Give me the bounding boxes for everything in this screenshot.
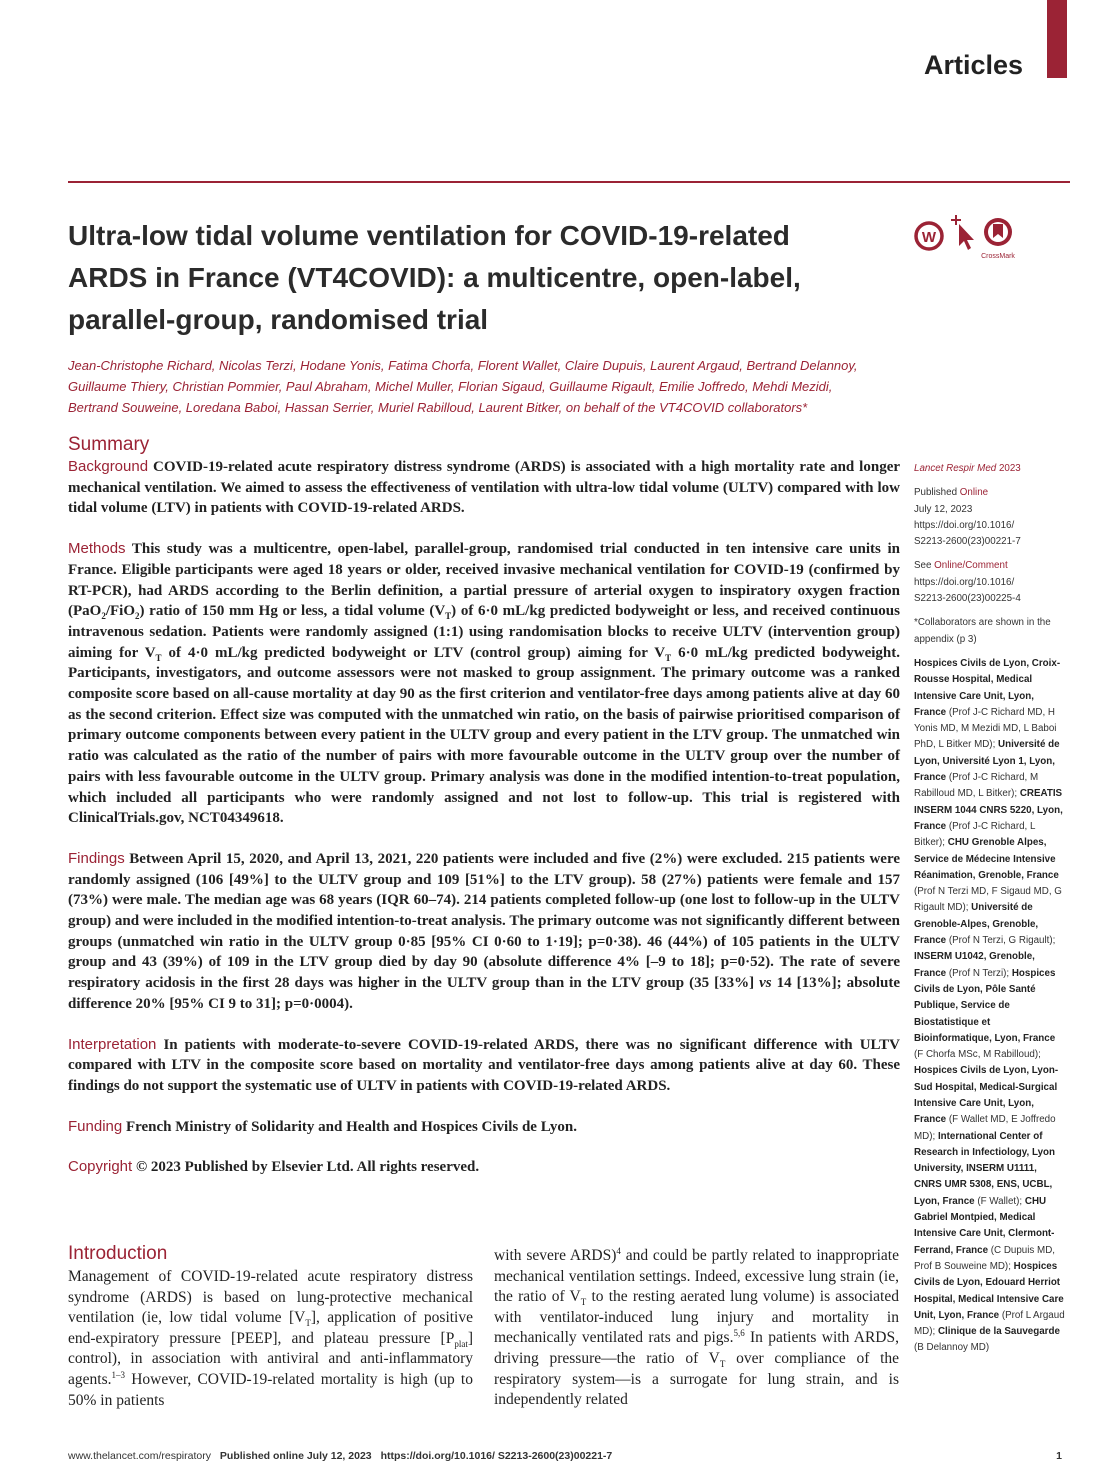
author-line: Jean-Christophe Richard, Nicolas Terzi, Hodane Yonis, Fatima Chorfa, Florent Wallet, Claire Dupuis, Laurent Argaud, Bertrand Delannoy,: [68, 358, 858, 373]
page-number: 1: [1056, 1450, 1062, 1462]
page-footer: [68, 1450, 1068, 1462]
abstract: [68, 457, 900, 1198]
abstract-methods: Methods This study was a multicentre, open-label, parallel-group, randomised trial conducted in ten intensive care units in France. Eligible participants were aged 18 years or older, received invasive mechanical ventilation for COVID-19 (confirmed by RT-PCR), had ARDS according to the Berlin definition, a partial pressure of arterial oxygen to inspiratory oxygen fraction (PaO$_2$/FiO$_2$) ratio of 150 mm Hg or less, a tidal volume $(V_T)$ of 6·0 mL/kg predicted bodyweight or less, and received continuous intravenous sedation. Patients were randomly assigned (1:1) using randomisation blocks to receive ULTV (intervention group) aiming for $V_T$ of 4·0 mL/kg predicted bodyweight or LTV (control group) aiming for $V_T$ 6·0 mL/kg predicted bodyweight. Participants, investigators, and outcome assessors were not masked to group assignment. The primary outcome was a ranked composite score based on all-cause mortality at day 90 as the first criterion and ventilator-free days among patients alive at day 60 as the second criterion. Effect size was computed with the unmatched win ratio, on the basis of pairwise prioritised comparison of primary outcome components between every patient in the ULTV group and every patient in the LTV group. The unmatched win ratio was calculated as the ratio of the number of pairs with more favourable outcome in the ULTV group over the number of pairs with less favourable outcome in the ULTV group. Primary analysis was done in the modified intention-to-treat population, which included all participants who were randomly assigned and not lost to follow-up. This trial is registered with ClinicalTrials.gov, NCT04349618.: [68, 540, 900, 827]
background-label: Background: [68, 458, 149, 475]
lancet-online-first-icon[interactable]: [916, 223, 942, 249]
funding-label: Funding: [68, 1117, 123, 1135]
section-label: Articles: [924, 50, 1024, 80]
footer-doi-link[interactable]: https://doi.org/10.1016/ S2213-2600(23)00221-7: [380, 1450, 613, 1462]
methods-label: Methods: [68, 540, 126, 558]
crossmark-icon[interactable]: [981, 218, 1015, 260]
copyright-label: Copyright: [68, 1158, 133, 1176]
abstract-interpretation: Interpretation In patients with moderate-to-severe COVID-19-related ARDS, there was no significant difference with ULTV compared with LTV in the composite score based on mortality and ventilator-free days among patients alive at day 60. These findings do not support the systematic use of ULTV in patients with COVID-19-related ARDS.: [68, 1035, 900, 1094]
header-rule: [68, 181, 1070, 183]
title-line: Ultra-low tidal volume ventilation for COVID-19-related: [68, 220, 790, 251]
abstract-background: Background COVID-19-related acute respiratory distress syndrome (ARDS) is associated with a high mortality rate and longer mechanical ventilation. We aimed to assess the effectiveness of ventilation with ultra-low tidal volume (ULTV) compared with low tidal volume (LTV) in patients with COVID-19-related ARDS.: [68, 458, 901, 517]
affiliations: Hospices Civils de Lyon, Croix-Rousse Hospital, Medical Intensive Care Unit, Lyon, France (Prof J-C Richard MD, H Yonis MD, M Mezidi MD, L Baboi PhD, L Bitker MD); Université de Lyon, Université Lyon 1, Lyon, France (Prof J-C Richard, M Rabilloud MD, L Bitker); CREATIS INSERM 1044 CNRS 5220, Lyon, France (Prof J-C Richard, L Bitker); CHU Grenoble Alpes, Service de Médecine Intensive Réanimation, Grenoble, France (Prof N Terzi MD, F Sigaud MD, G Rigault MD); Université de Grenoble-Alpes, Grenoble, France (Prof N Terzi, G Rigault); INSERM U1042, Grenoble, France (Prof N Terzi); Hospices Civils de Lyon, Pôle Santé Publique, Service de Biostatistique et Bioinformatique, Lyon, France (F Chorfa MSc, M Rabilloud); Hospices Civils de Lyon, Lyon-Sud Hospital, Medical-Surgical Intensive Care Unit, Lyon, France (F Wallet MD, E Joffredo MD); International Center of Research in Infectiology, Lyon University, INSERM U1111, CNRS UMR 5308, ENS, UCBL, Lyon, France (F Wallet); CHU Gabriel Montpied, Medical Intensive Care Unit, Clermont-Ferrand, France (C Dupuis MD, Prof B Souweine MD); Hospices Civils de Lyon, Edouard Herriot Hospital, Medical Intensive Care Unit, Lyon, France (Prof L Argaud MD); Clinique de la Sauvegarde (B Delannoy MD): [914, 657, 1065, 1354]
abstract-copyright: Copyright © 2023 Published by Elsevier Ltd. All rights reserved.: [68, 1158, 480, 1176]
abstract-funding: Funding French Ministry of Solidarity and Health and Hospices Civils de Lyon.: [68, 1117, 577, 1135]
header-accent-bar: [1047, 0, 1067, 78]
author-line: Bertrand Souweine, Loredana Baboi, Hassan Serrier, Muriel Rabilloud, Laurent Bitker, on behalf of the VT4COVID collaborators*: [68, 400, 808, 415]
findings-label: Findings: [68, 849, 125, 867]
article-doi-link[interactable]: https://doi.org/10.1016/ S2213-2600(23)00221-7: [914, 519, 1021, 548]
introduction-column-2: with severe ARDS)$^4$ and could be partly related to inappropriate mechanical ventilation settings. Indeed, excessive lung strain (ie, the ratio of $V_T$ to the resting aerated lung volume) is associated with ventilator-induced lung injury and mortality in mechanically ventilated rats and pigs.$^{5,6}$ In patients with ARDS, driving pressure—the ratio of $V_T$ over compliance of the respiratory system—is a surrogate for lung strain, and is independently related: [494, 1245, 900, 1409]
published-online: Published Online July 12, 2023 https://doi.org/10.1016/ S2213-2600(23)00221-7: [914, 487, 1021, 548]
author-list: [68, 355, 908, 418]
comment-link[interactable]: Online/Comment: [934, 560, 1008, 572]
abstract-findings: Findings Between April 15, 2020, and April 13, 2021, 220 patients were included and five (2%) were excluded. 215 patients were randomly assigned (106 [49%] to the ULTV group and 109 [51%] to the LTV group). 58 (27%) patients were female and 157 (73%) were male. The median age was 68 years (IQR 60–74). 214 patients completed follow-up (one lost to follow-up in the ULTV group) and were included in the modified intention-to-treat analysis. The primary outcome was not significantly different between groups (unmatched win ratio in the ULTV group 0·85 [95% CI 0·60 to 1·19]; p=0·38). 46 (44%) of 105 patients in the ULTV group and 43 (39%) of 109 in the LTV group died by day 90 (absolute difference 4% [–9 to 18]; p=0·52). The rate of severe respiratory acidosis in the first 28 days was higher in the ULTV group than in the LTV group (35 [33%] vs 14 [13%]; absolute difference 20% [95% CI 9 to 31]; p=0·0004).: [68, 849, 901, 1012]
cursor-click-icon: [951, 215, 974, 250]
title-line: ARDS in France (VT4COVID): a multicentre, open-label,: [68, 262, 801, 293]
author-line: Guillaume Thiery, Christian Pommier, Paul Abraham, Michel Muller, Florian Sigaud, Guillaume Rigault, Emilie Joffredo, Mehdi Mezidi,: [68, 379, 833, 394]
crossmark-label: CrossMark: [981, 253, 1015, 260]
see-comment: See Online/Comment https://doi.org/10.1016/ S2213-2600(23)00225-4: [914, 560, 1021, 605]
introduction-column-1: Management of COVID-19-related acute respiratory distress syndrome (ARDS) is based on lung-protective mechanical ventilation (ie, low tidal volume $[V_T]$, application of positive end-expiratory pressure [PEEP], and plateau pressure $[P_{plat}]$ control), in association with antiviral and anti-inflammatory agents.$^{1-3}$ However, COVID-19-related mortality is high (up to 50% in patients: [68, 1268, 473, 1409]
journal-citation: Lancet Respir Med 2023: [914, 463, 1021, 474]
footer-published: Published online July 12, 2023: [219, 1450, 372, 1462]
collaborators-note: *Collaborators are shown in the appendix (p 3): [914, 617, 1051, 645]
summary-heading: Summary: [68, 434, 150, 455]
article-badges: [912, 212, 1022, 262]
article-title: [68, 215, 888, 341]
introduction-heading: Introduction: [68, 1243, 168, 1264]
interpretation-label: Interpretation: [68, 1035, 157, 1053]
title-line: parallel-group, randomised trial: [68, 304, 489, 335]
sidebar: [914, 461, 1066, 1357]
comment-doi-link[interactable]: https://doi.org/10.1016/ S2213-2600(23)00225-4: [914, 576, 1021, 605]
footer-site-link[interactable]: www.thelancet.com/respiratory: [68, 1450, 211, 1462]
svg-text:W: W: [921, 229, 937, 246]
